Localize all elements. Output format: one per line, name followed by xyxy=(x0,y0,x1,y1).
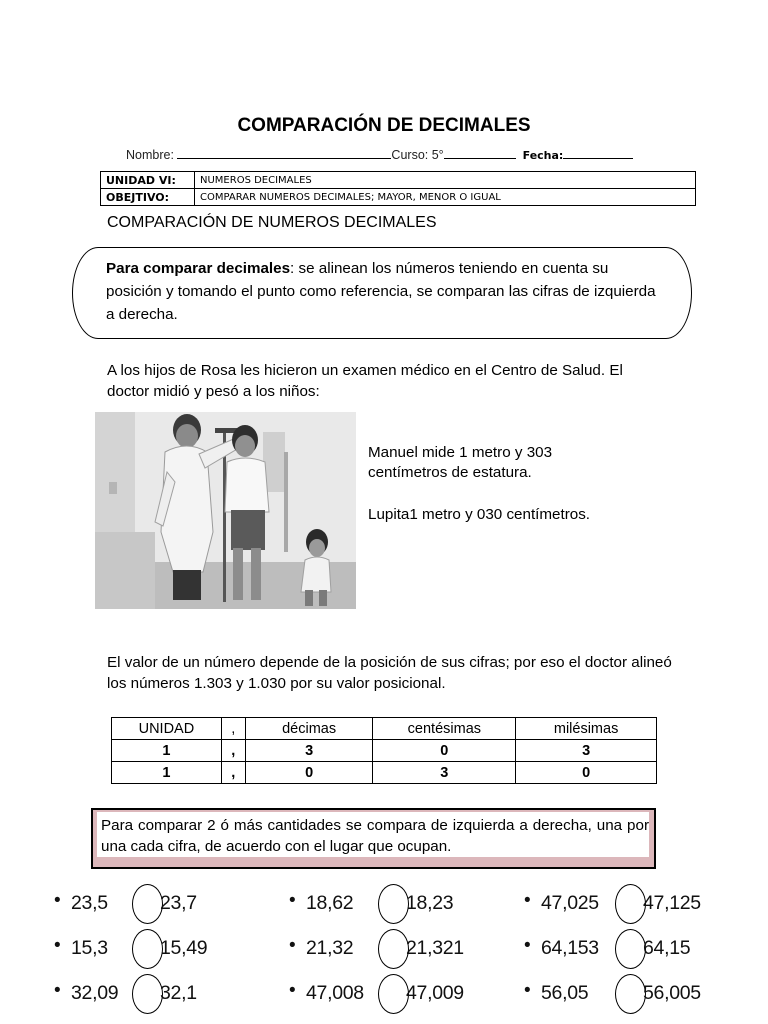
left-number: 21,32 xyxy=(306,937,354,959)
bullet-icon: • xyxy=(54,935,61,956)
definition-bold: Para comparar decimales xyxy=(106,260,291,277)
left-number: 64,153 xyxy=(541,937,599,959)
unit-row xyxy=(101,172,696,189)
answer-circle[interactable] xyxy=(378,929,409,969)
name-label: Nombre: xyxy=(126,148,174,162)
left-number: 47,025 xyxy=(541,892,599,914)
section-subtitle: COMPARACIÓN DE NUMEROS DECIMALES xyxy=(107,214,437,231)
table-cell: , xyxy=(221,740,245,762)
exercise-row xyxy=(0,972,768,1016)
answer-circle[interactable] xyxy=(615,884,646,924)
objective-value: COMPARAR NUMEROS DECIMALES; MAYOR, MENOR O IGUAL xyxy=(195,189,696,206)
unit-table xyxy=(100,171,696,206)
definition-rest: : se alinean los números teniendo en cuenta su posición y tomando el punto como referencia, se comparan las cifras de izquierda a derecha. xyxy=(106,260,656,323)
bullet-icon: • xyxy=(524,980,531,1001)
right-number: 47,125 xyxy=(643,892,701,914)
answer-circle[interactable] xyxy=(615,974,646,1014)
right-number: 23,7 xyxy=(160,892,197,914)
answer-circle[interactable] xyxy=(132,974,163,1014)
place-value-paragraph: El valor de un número depende de la posición de sus cifras; por eso el doctor alineó los números 1.303 y 1.030 por su valor posicional. xyxy=(107,654,672,692)
comparison-exercise xyxy=(54,882,254,926)
table-cell: 0 xyxy=(373,740,516,762)
answer-circle[interactable] xyxy=(615,929,646,969)
unit-value: NUMEROS DECIMALES xyxy=(195,172,696,189)
header-cell: centésimas xyxy=(373,718,516,740)
course-label: Curso: 5° xyxy=(391,148,444,162)
left-number: 56,05 xyxy=(541,982,589,1004)
comparison-exercise xyxy=(524,882,724,926)
comparison-exercise xyxy=(289,927,489,971)
comparison-exercise xyxy=(289,972,489,1016)
objective-key: OBEJTIVO: xyxy=(101,189,195,206)
comparison-exercise xyxy=(524,972,724,1016)
table-cell: 1 xyxy=(112,762,222,784)
comparison-exercise xyxy=(524,927,724,971)
exercise-row xyxy=(0,927,768,971)
comparison-exercise xyxy=(289,882,489,926)
intro-paragraph: A los hijos de Rosa les hicieron un examen médico en el Centro de Salud. El doctor midió y pesó a los niños: xyxy=(107,362,623,400)
doctor-measuring-children-photo xyxy=(95,412,356,609)
bullet-icon: • xyxy=(54,980,61,1001)
table-cell: 3 xyxy=(373,762,516,784)
table-cell: 3 xyxy=(516,740,657,762)
exercise-row xyxy=(0,882,768,926)
name-field[interactable] xyxy=(177,146,391,159)
answer-circle[interactable] xyxy=(132,929,163,969)
right-number: 18,23 xyxy=(406,892,454,914)
header-cell: , xyxy=(221,718,245,740)
left-number: 47,008 xyxy=(306,982,364,1004)
unit-key: UNIDAD VI: xyxy=(101,172,195,189)
bullet-icon: • xyxy=(54,890,61,911)
right-number: 64,15 xyxy=(643,937,691,959)
bullet-icon: • xyxy=(289,935,296,956)
comparison-exercise xyxy=(54,972,254,1016)
right-number: 56,005 xyxy=(643,982,701,1004)
table-cell: 0 xyxy=(516,762,657,784)
bullet-icon: • xyxy=(524,890,531,911)
left-number: 23,5 xyxy=(71,892,108,914)
student-header xyxy=(126,146,633,162)
table-cell: 3 xyxy=(245,740,373,762)
table-cell: 1 xyxy=(112,740,222,762)
manuel-text: Manuel mide 1 metro y 303 centímetros de estatura. xyxy=(368,444,553,481)
bullet-icon: • xyxy=(524,935,531,956)
right-number: 21,321 xyxy=(406,937,464,959)
comparison-exercise xyxy=(54,927,254,971)
objective-row xyxy=(101,189,696,206)
place-value-table xyxy=(111,717,657,784)
answer-circle[interactable] xyxy=(378,974,409,1014)
header-cell: milésimas xyxy=(516,718,657,740)
date-field[interactable] xyxy=(563,146,633,159)
right-number: 15,49 xyxy=(160,937,208,959)
rule-text: Para comparar 2 ó más cantidades se compara de izquierda a derecha, una por una cada cifra, de acuerdo con el lugar que ocupan. xyxy=(101,817,649,855)
left-number: 18,62 xyxy=(306,892,354,914)
answer-circle[interactable] xyxy=(378,884,409,924)
left-number: 32,09 xyxy=(71,982,119,1004)
table-cell: 0 xyxy=(245,762,373,784)
date-label: Fecha: xyxy=(522,149,564,162)
left-number: 15,3 xyxy=(71,937,108,959)
right-number: 32,1 xyxy=(160,982,197,1004)
table-row xyxy=(112,762,657,784)
header-cell: décimas xyxy=(245,718,373,740)
table-row xyxy=(112,740,657,762)
table-header-row xyxy=(112,718,657,740)
table-cell: , xyxy=(221,762,245,784)
bullet-icon: • xyxy=(289,980,296,1001)
header-cell: UNIDAD xyxy=(112,718,222,740)
right-number: 47,009 xyxy=(406,982,464,1004)
lupita-text: Lupita1 metro y 030 centímetros. xyxy=(368,506,591,523)
definition-text xyxy=(106,257,666,326)
bullet-icon: • xyxy=(289,890,296,911)
course-field[interactable] xyxy=(444,146,516,159)
answer-circle[interactable] xyxy=(132,884,163,924)
page-title: COMPARACIÓN DE DECIMALES xyxy=(237,115,531,136)
